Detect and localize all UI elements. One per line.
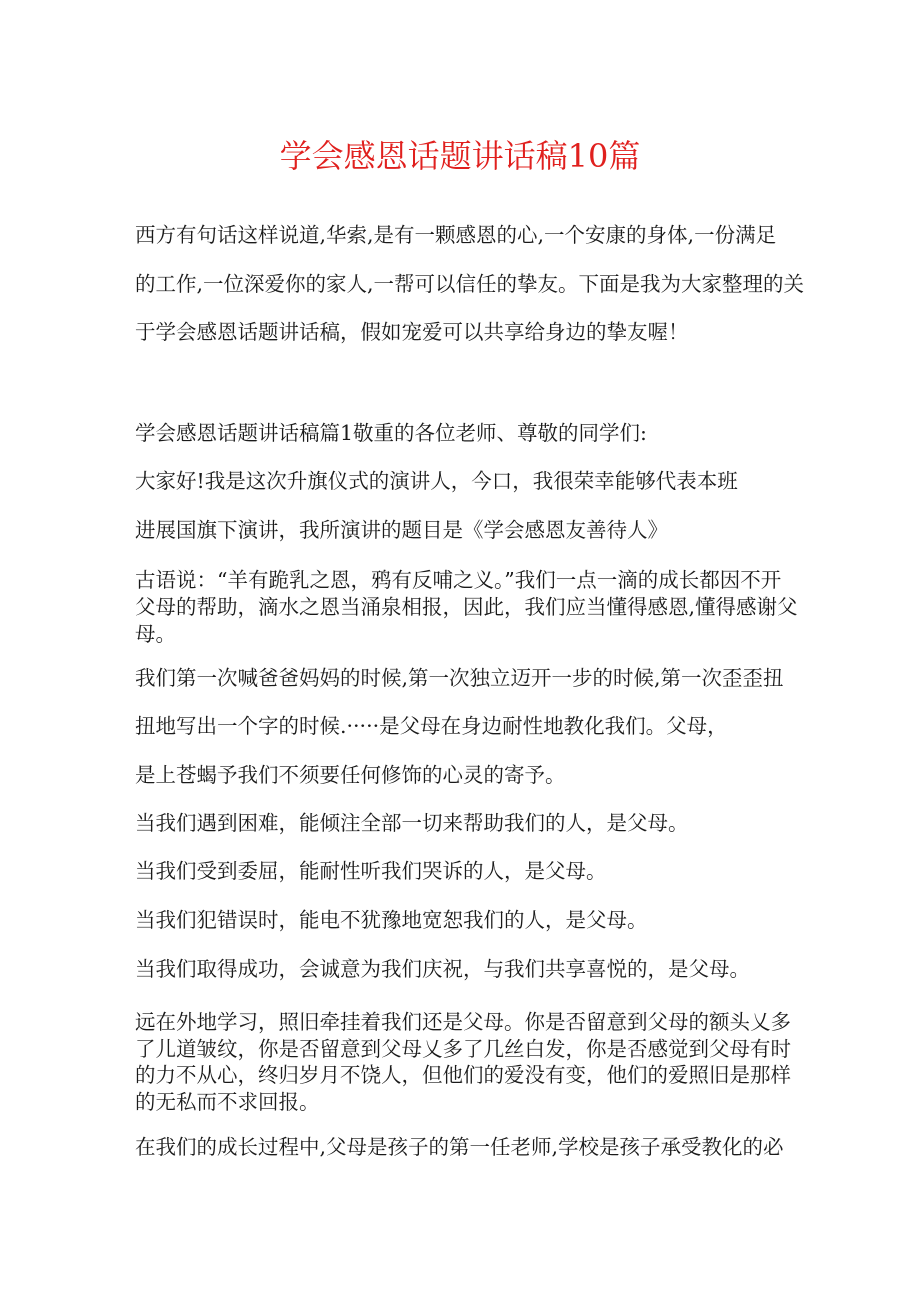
text-line: 的无私而不求回报。 xyxy=(135,1090,320,1114)
text-line: 是上苍蝎予我们不须要任何修饰的心灵的寄予。 xyxy=(135,763,566,787)
document-title: 学会感恩话题讲话稿10篇 xyxy=(279,137,641,175)
text-line: 远在外地学习，照旧牵挂着我们还是父母。你是否留意到父母的额头乂多 xyxy=(135,1010,791,1034)
text-line: 当我们受到委屈，能耐性听我们哭诉的人，是父母。 xyxy=(135,859,607,883)
text-line: 母。 xyxy=(135,622,176,646)
text-line: 进展国旗下演讲，我所演讲的题目是《学会感恩友善待人》 xyxy=(135,518,668,542)
text-line: 了儿道皱纹，你是否留意到父母乂多了几丝白发，你是否感觉到父母有时 xyxy=(135,1037,791,1061)
text-line: 当我们犯错误时，能电不犹豫地宽恕我们的人，是父母。 xyxy=(135,908,648,932)
text-line: 的力不从心，终归岁月不饶人，但他们的爱没有变，他们的爱照旧是那样 xyxy=(135,1063,791,1087)
text-line: 当我们取得成功，会诚意为我们庆祝，与我们共享喜悦的，是父母。 xyxy=(135,957,750,981)
text-line: 父母的帮助，滴水之恩当涌泉相报，因此，我们应当懂得感恩,懂得感谢父 xyxy=(135,595,798,619)
section-heading-line: 学会感恩话题讲话稿篇1敬重的各位老师、尊敬的同学们: xyxy=(135,421,647,445)
text-line: 于学会感恩话题讲话稿，假如宠爱可以共享给身边的挚友喔！ xyxy=(135,320,689,344)
text-line: 的工作,一位深爱你的家人,一帮可以信任的挚友。下面是我为大家整理的关 xyxy=(135,272,805,296)
text-line: 西方有句话这样说道,华索,是有一颗感恩的心,一个安康的身体,一份满足 xyxy=(135,223,777,247)
text-line: 我们第一次喊爸爸妈妈的时候,第一次独立迈开一步的时候,第一次歪歪扭 xyxy=(135,666,784,690)
text-line: 大家好!我是这次升旗仪式的演讲人，今口，我很荣幸能够代表本班 xyxy=(135,469,738,493)
text-line: 古语说：“羊有跪乳之恩，鸦有反哺之义。”我们一点一滴的成长都因不开 xyxy=(135,568,782,592)
text-line: 在我们的成长过程中,父母是孩子的第一任老师,学校是孩子承受教化的必 xyxy=(135,1135,784,1159)
text-line: 扭地写出一个字的时候.·····是父母在身边耐性地教化我们。父母， xyxy=(135,714,728,738)
text-line: 当我们遇到困难，能倾注全部一切来帮助我们的人，是父母。 xyxy=(135,811,689,835)
